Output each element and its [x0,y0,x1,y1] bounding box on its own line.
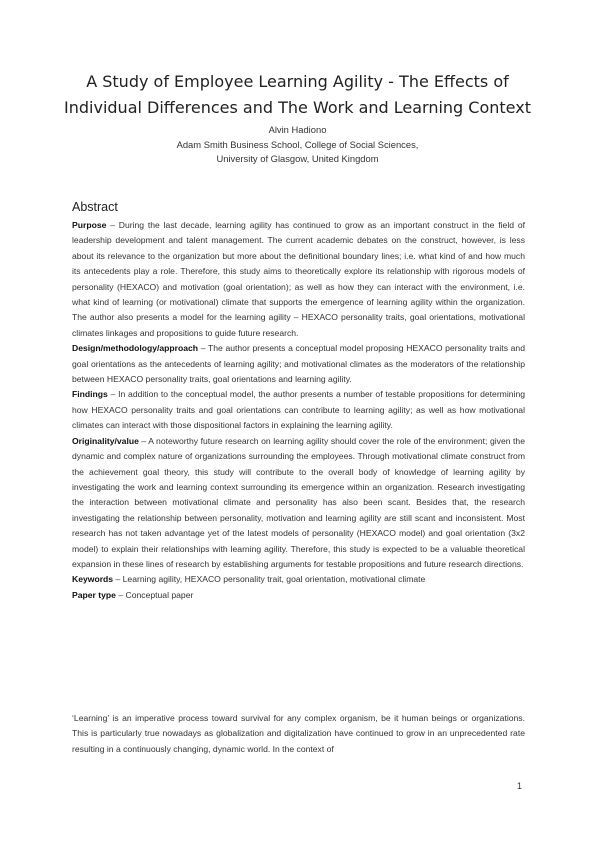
section-text-purpose: – During the last decade, learning agility has continued to grow as an important construct in the field of leadership development and talent management. The current academic debates on the construct, however, is less about its relevance to the organization but more about the definitional boundary lines; i.e. what kind of and how much its antecedents play a role. Therefore, this study aims to theoretically explore its relationship with rigorous models of personality (HEXACO) and motivation (goal orientation); as well as how they can interact with the environment, i.e. what kind of learning (or motivational) climate that supports the emergence of learning agility within the organization. The author also presents a model for the learning agility – HEXACO personality traits, goal orientations, motivational climates linkages and propositions to guide future research. [72,220,525,338]
title-line-2: Individual Differences and The Work and Learning Context [64,98,531,117]
page-number: 1 [517,781,523,791]
abstract-findings [72,387,525,433]
abstract-heading: Abstract [72,200,118,214]
abstract-keywords [72,572,525,587]
section-label-findings: Findings [72,389,108,400]
section-text-paper-type: – Conceptual paper [115,589,194,600]
title-line-1: A Study of Employee Learning Agility - The Effects of [86,72,509,91]
abstract-paper-type [72,588,525,603]
section-label-purpose: Purpose [72,220,107,230]
paper-title [60,69,535,121]
intro-paragraph: ‘Learning’ is an imperative process toward survival for any complex organism, be it human beings or organizations. This is particularly true nowadays as globalization and digitalization have continued to grow in an unprecedented rate resulting in a continuously changing, dynamic world. In the context of [72,713,525,754]
abstract-originality [72,434,525,573]
section-label-design: Design/methodology/approach [72,343,199,354]
author-name: Alvin Hadiono [268,124,327,135]
author-affiliation-line-2: University of Glasgow, United Kingdom [216,153,379,164]
section-label-paper-type: Paper type [72,589,116,600]
author-block [60,123,535,167]
section-text-findings: – In addition to the conceptual model, the author presents a number of testable propositions for determining how HEXACO personality traits and goal orientations can contribute to learning agility; as well as how motivational climates can interact with those dispositional factors in explaining the learning agility. [72,389,525,431]
section-text-originality: – A noteworthy future research on learning agility should cover the role of the environment; given the dynamic and complex nature of organizations surrounding the employees. Through motivational climate construct from the achievement goal theory, this study will contribute to the overall body of knowledge of learning agility by investigating the work and learning context surrounding its emergence within an organization. Research investigating the interaction between motivational climate and personality has also been scant. Besides that, the research investigating the relationship between personality, motivation and learning agility are still scant and inconsistent. Most research has not taken advantage yet of the latest models of personality (HEXACO model) and goal orientation (3x2 model) to explain their relationships with learning agility. Therefore, this study is expected to be a valuable theoretical expansion in these lines of research by establishing arguments for testable propositions and future research directions. [72,435,525,569]
section-label-originality: Originality/value [72,435,139,446]
section-label-keywords: Keywords [72,574,114,585]
section-text-keywords: – Learning agility, HEXACO personality trait, goal orientation, motivational climate [113,574,426,585]
author-affiliation-line-1: Adam Smith Business School, College of Social Sciences, [176,138,419,150]
section-text-design: – The author presents a conceptual model proposing HEXACO personality traits and goal orientations as the antecedents of learning agility; and motivational climates as the moderators of the relationship between HEXACO personality traits, goal orientations and learning agility. [72,343,525,385]
abstract-design [72,341,525,387]
abstract-body [72,218,525,603]
abstract-purpose [72,218,525,341]
